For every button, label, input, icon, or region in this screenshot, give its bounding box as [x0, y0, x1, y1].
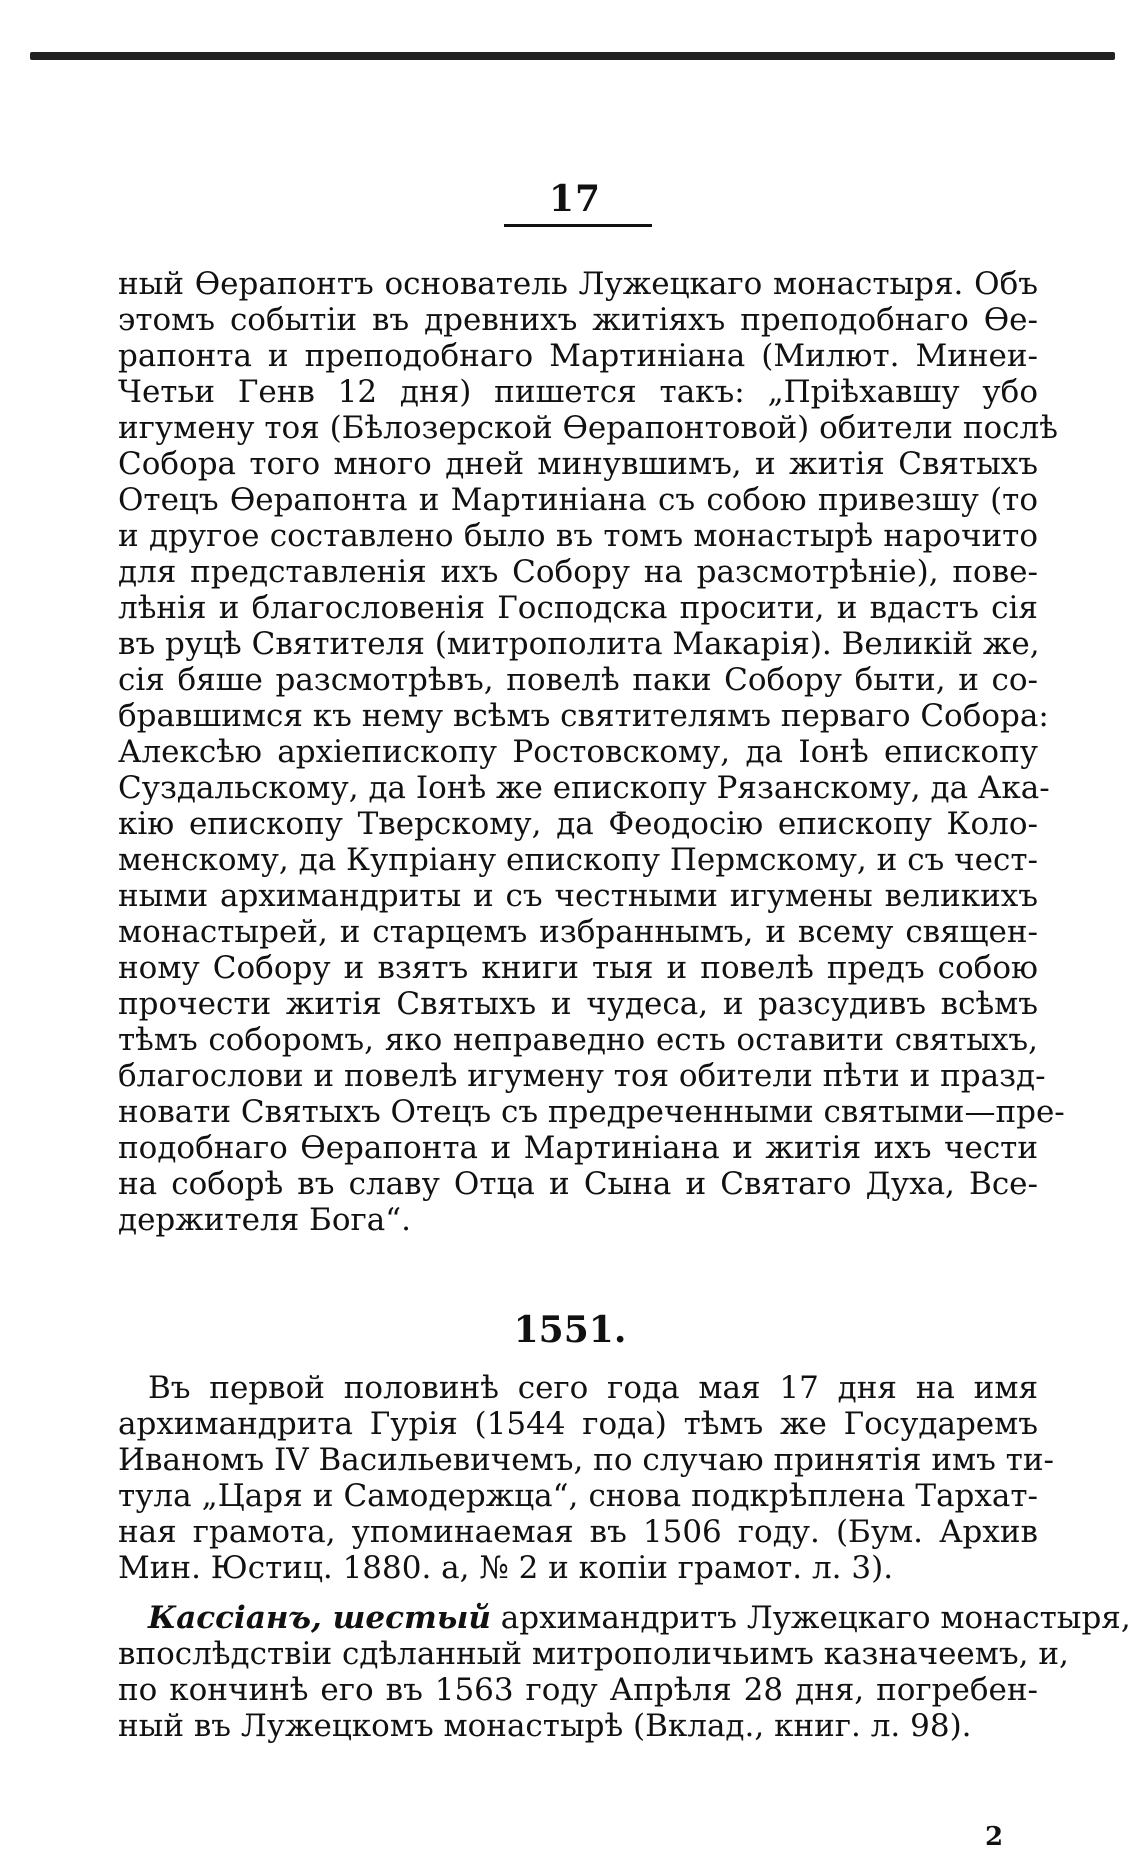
- text-line: бравшимся къ нему всѣмъ святителямъ перваго Собора:: [118, 698, 1049, 734]
- text-line: ная грамота, упоминаемая въ 1506 году. (Бум. Архив: [118, 1514, 1038, 1550]
- text-line: Въ первой половинѣ сего года мая 17 дня на имя: [148, 1370, 1038, 1406]
- emphasis-name: Кассіанъ, шестый: [148, 1600, 491, 1636]
- text-line: Мин. Юстиц. 1880. а, № 2 и копіи грамот. л. 3).: [118, 1550, 894, 1586]
- text-line: Собора того много дней минувшимъ, и житія Святыхъ: [118, 446, 1038, 482]
- text-line: кію епископу Тверскому, да Феодосію епископу Коло-: [118, 806, 1038, 842]
- text-line: Отецъ Ѳерапонта и Мартиніана съ собою привезшу (то: [118, 482, 1038, 518]
- text-line: Алексѣю архіепископу Ростовскому, да Іонѣ епископу: [118, 734, 1038, 770]
- year-heading: 1551.: [513, 1309, 627, 1351]
- text-line: лѣнія и благословенія Господска просити, и вдастъ сія: [118, 590, 1038, 626]
- top-rule: [30, 52, 1115, 60]
- text-line: въ руцѣ Святителя (митрополита Макарія). Великій же,: [118, 626, 1040, 662]
- text-line: менскому, да Купріану епископу Пермскому, и съ чест-: [118, 842, 1038, 878]
- paragraph-3: [118, 1600, 1131, 1744]
- text-line: этомъ событіи въ древнихъ житіяхъ преподобнаго Ѳе-: [118, 302, 1038, 338]
- text-line: новати Святыхъ Отецъ съ предреченными святыми—пре-: [118, 1094, 1065, 1130]
- text-line: по кончинѣ его въ 1563 году Апрѣля 28 дня, погребен-: [118, 1672, 1038, 1708]
- text-line: Иваномъ IV Васильевичемъ, по случаю принятія имъ ти-: [118, 1442, 1054, 1478]
- text-line: архимандрита Гурія (1544 года) тѣмъ же Государемъ: [118, 1406, 1038, 1442]
- paragraph-1: [118, 266, 1065, 1238]
- text-line: тѣмъ соборомъ, яко неправедно есть оставити святыхъ,: [118, 1022, 1038, 1058]
- text-line: ный Ѳерапонтъ основатель Лужецкаго монастыря. Объ: [118, 266, 1038, 302]
- text-line: для представленія ихъ Собору на разсмотрѣніе), пове-: [118, 554, 1038, 590]
- text-line: игумену тоя (Бѣлозерской Ѳерапонтовой) обители послѣ: [118, 410, 1058, 446]
- text-run: архимандритъ Лужецкаго монастыря,: [490, 1600, 1131, 1636]
- text-line: [118, 1600, 1131, 1636]
- text-line: ный въ Лужецкомъ монастырѣ (Вклад., книг. л. 98).: [118, 1708, 972, 1744]
- text-line: подобнаго Ѳерапонта и Мартиніана и житія ихъ чести: [118, 1130, 1038, 1166]
- text-line: рапонта и преподобнаго Мартиніана (Милют. Минеи-: [118, 338, 1038, 374]
- text-line: на соборѣ въ славу Отца и Сына и Святаго Духа, Все-: [118, 1166, 1038, 1202]
- text-line: тула „Царя и Самодержца“, снова подкрѣплена Тархат-: [118, 1478, 1038, 1514]
- text-line: прочести житія Святыхъ и чудеса, и разсудивъ всѣмъ: [118, 986, 1038, 1022]
- text-line: ными архимандриты и съ честными игумены великихъ: [118, 878, 1038, 914]
- text-line: Суздальскому, да Іонѣ же епископу Рязанскому, да Ака-: [118, 770, 1050, 806]
- text-line: благослови и повелѣ игумену тоя обители пѣти и празд-: [118, 1058, 1046, 1094]
- paragraph-2: [118, 1370, 1054, 1586]
- text-line: сія бяше разсмотрѣвъ, повелѣ паки Собору быти, и со-: [118, 662, 1038, 698]
- text-line: держителя Бога“.: [118, 1202, 411, 1238]
- text-line: монастырей, и старцемъ избраннымъ, и всему священ-: [118, 914, 1038, 950]
- page-number-underline: [504, 224, 652, 227]
- page-number: 17: [548, 178, 602, 220]
- text-line: и другое составлено было въ томъ монастырѣ нарочито: [118, 518, 1038, 554]
- text-line: Четьи Генв 12 дня) пишется такъ: „Пріѣхавшу убо: [118, 374, 1038, 410]
- text-line: впослѣдствіи сдѣланный митрополичьимъ казначеемъ, и,: [118, 1636, 1069, 1672]
- signature-mark: 2: [985, 1822, 1004, 1852]
- text-line: ному Собору и взятъ книги тыя и повелѣ предъ собою: [118, 950, 1038, 986]
